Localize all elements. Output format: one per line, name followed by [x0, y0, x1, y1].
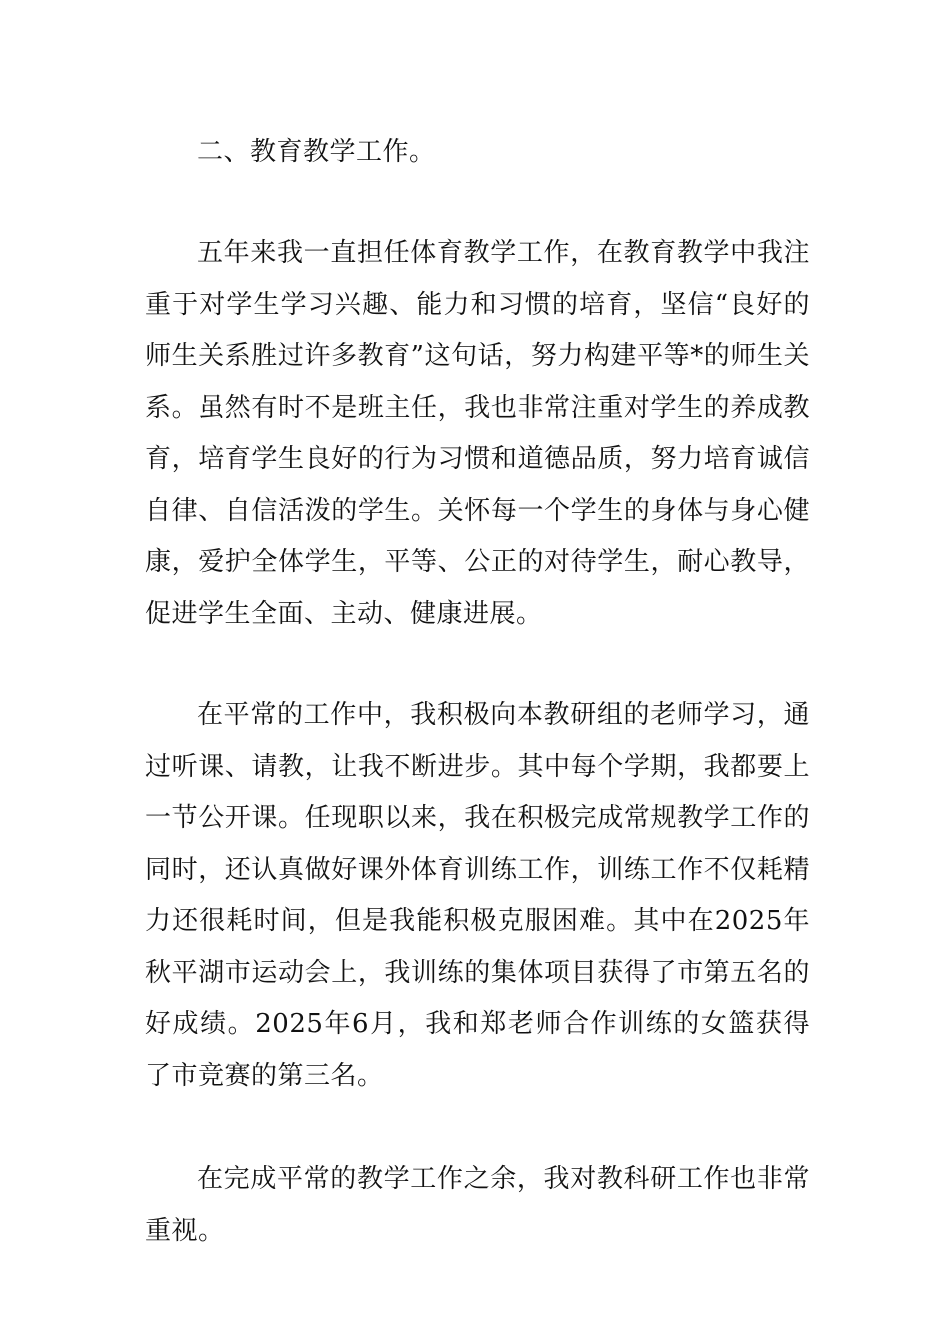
spacer — [145, 1102, 810, 1154]
paragraph-daily-work: 在平常的工作中，我积极向本教研组的老师学习，通过听课、请教，让我不断进步。其中每个学期，我都要上一节公开课。任现职以来，我在积极完成常规教学工作的同时，还认真做好课外体育训练工作，训练工作不仅耗精力还很耗时间，但是我能积极克服困难。其中在2025年秋平湖市运动会上，我训练的集体项目获得了市第五名的好成绩。2025年6月，我和郑老师合作训练的女篮获得了市竞赛的第三名。 — [145, 700, 810, 1091]
section-heading: 二、教育教学工作。 — [197, 137, 436, 167]
document-page — [145, 126, 810, 1257]
spacer — [145, 178, 810, 228]
paragraph-research: 在完成平常的教学工作之余，我对教科研工作也非常重视。 — [145, 1164, 810, 1246]
paragraph-teaching-philosophy: 五年来我一直担任体育教学工作，在教育教学中我注重于对学生学习兴趣、能力和习惯的培育，坚信“良好的师生关系胜过许多教育”这句话，努力构建平等*的师生关系。虽然有时不是班主任，我也非常注重对学生的养成教育，培育学生良好的行为习惯和道德品质，努力培育诚信自律、自信活泼的学生。关怀每一个学生的身体与身心健康，爱护全体学生，平等、公正的对待学生，耐心教导，促进学生全面、主动、健康进展。 — [145, 238, 810, 629]
spacer — [145, 640, 810, 690]
